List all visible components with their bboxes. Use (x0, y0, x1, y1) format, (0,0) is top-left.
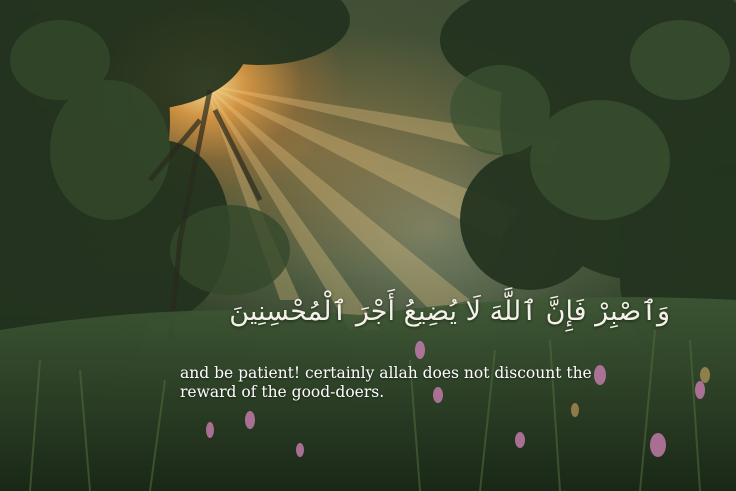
english-translation: and be patient! certainly allah does not discount the reward of the good-doers. (180, 364, 592, 401)
arabic-verse: وَٱصْبِرْ فَإِنَّ ٱللَّهَ لَا يُضِيعُ أَجْرَ ٱلْمُحْسِنِينَ (229, 296, 670, 327)
